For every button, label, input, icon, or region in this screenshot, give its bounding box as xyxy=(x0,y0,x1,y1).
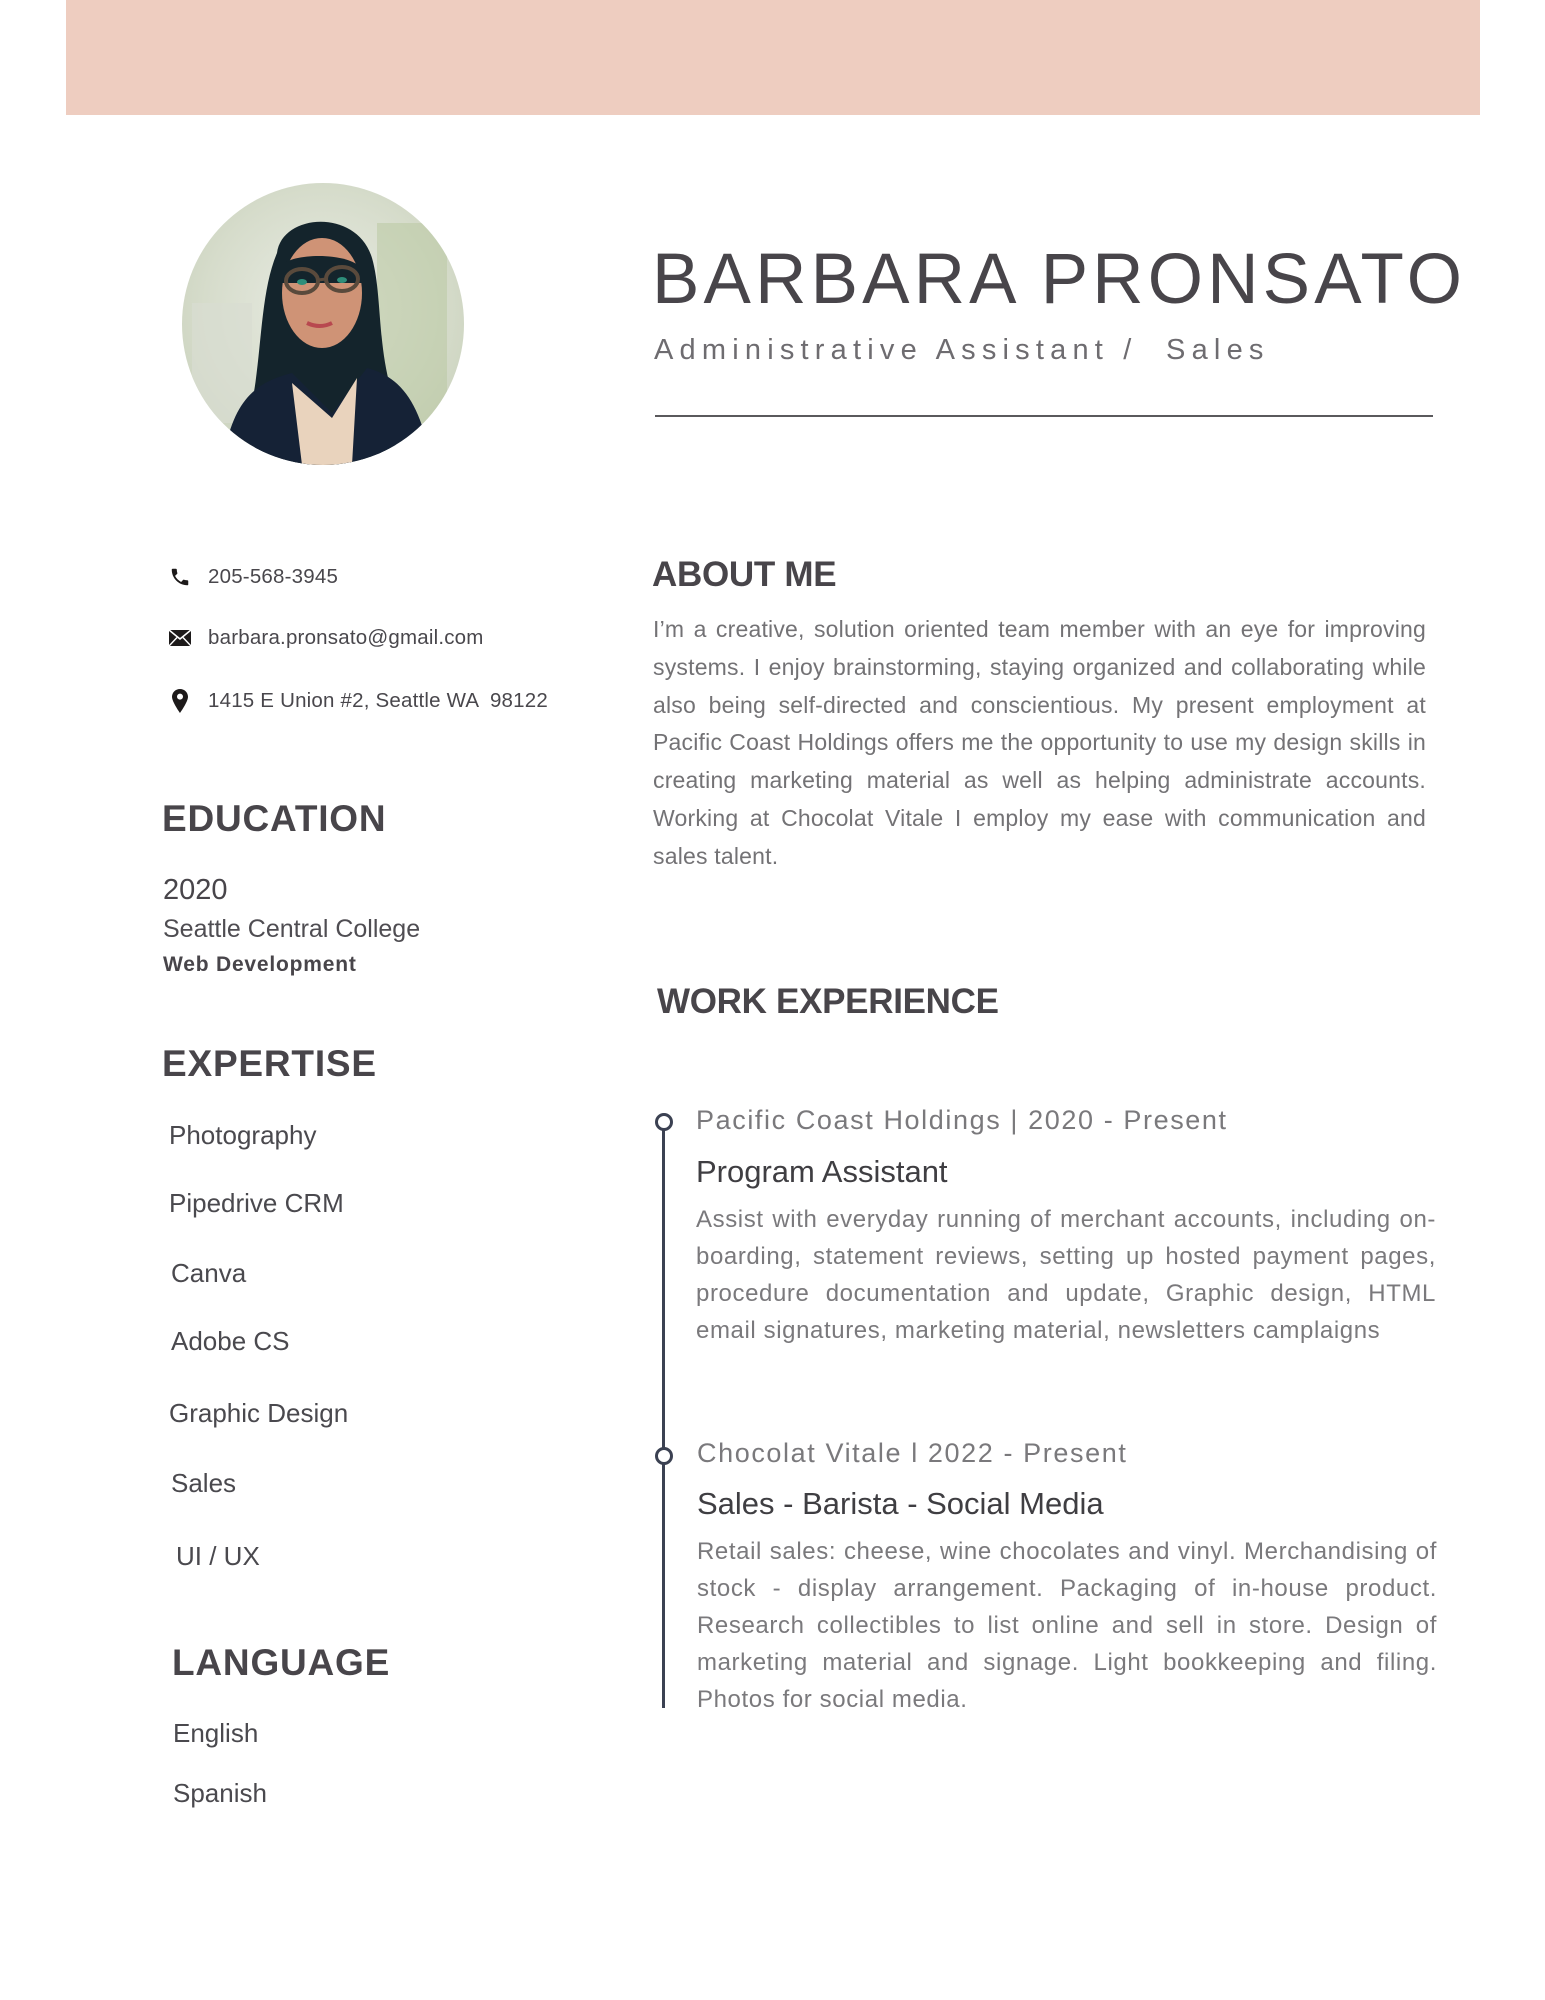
phone-number[interactable]: 205-568-3945 xyxy=(208,565,339,588)
about-text: I’m a creative, solution oriented team member with an eye for improving systems. I enjoy brainstorming, staying organized and collaborating while also being self-directed and conscientious. My present employment at Pacific Coast Holdings offers me the opportunity to use my design skills in creating marketing material as well as helping administrate accounts. Working at Chocolat Vitale I employ my ease with communication and sales talent. xyxy=(653,616,1426,869)
profile-photo xyxy=(182,183,464,465)
email-address[interactable]: barbara.pronsato@gmail.com xyxy=(208,626,484,649)
candidate-name: BARBARA PRONSATO xyxy=(652,240,1467,319)
contact-phone xyxy=(166,562,338,592)
about-heading: ABOUT ME xyxy=(652,555,837,594)
job-description: Assist with everyday running of merchant accounts, including on-boarding, statement reviews, setting up hosted payment pages, procedure documentation and update, Graphic design, HTML email signatures, marketing material, newsletters camplaigns xyxy=(696,1206,1436,1344)
expertise-item: Sales xyxy=(171,1468,237,1498)
education-heading: EDUCATION xyxy=(162,798,387,839)
mail-icon xyxy=(166,625,194,651)
work-heading: WORK EXPERIENCE xyxy=(657,982,999,1021)
job-company: Pacific Coast Holdings | 2020 - Present xyxy=(696,1105,1228,1135)
expertise-item: Adobe CS xyxy=(171,1326,290,1356)
expertise-item: Photography xyxy=(169,1120,317,1150)
job-title: Sales - Barista - Social Media xyxy=(697,1486,1104,1521)
contact-email xyxy=(166,623,484,653)
job-company: Chocolat Vitale l 2022 - Present xyxy=(697,1438,1128,1468)
candidate-title: Administrative Assistant / Sales xyxy=(654,334,1270,366)
language-item: English xyxy=(173,1718,259,1748)
location-pin-icon xyxy=(166,688,194,714)
education-year: 2020 xyxy=(163,874,228,906)
timeline-dot xyxy=(655,1113,673,1131)
expertise-item: Graphic Design xyxy=(169,1398,349,1428)
timeline-dot xyxy=(655,1447,673,1465)
phone-icon xyxy=(166,564,194,590)
contact-address xyxy=(166,686,548,716)
job-description: Retail sales: cheese, wine chocolates and vinyl. Merchandising of stock - display arrangement. Packaging of in-house product. Research collectibles to list online and sell in store. Design of marketing material and signage. Light bookkeeping and filing. Photos for social media. xyxy=(697,1538,1437,1713)
expertise-item: Pipedrive CRM xyxy=(169,1188,344,1218)
header-band xyxy=(66,0,1480,115)
expertise-heading: EXPERTISE xyxy=(162,1043,377,1084)
street-address: 1415 E Union #2, Seattle WA 98122 xyxy=(208,689,548,712)
education-field: Web Development xyxy=(163,953,357,976)
education-school: Seattle Central College xyxy=(163,915,421,943)
profile-photo-image xyxy=(182,183,464,465)
timeline-line xyxy=(662,1122,665,1708)
job-title: Program Assistant xyxy=(696,1154,948,1189)
expertise-item: Canva xyxy=(171,1258,247,1288)
language-item: Spanish xyxy=(173,1778,267,1808)
header-divider xyxy=(655,415,1433,417)
language-heading: LANGUAGE xyxy=(172,1642,391,1683)
expertise-item: UI / UX xyxy=(176,1541,260,1571)
